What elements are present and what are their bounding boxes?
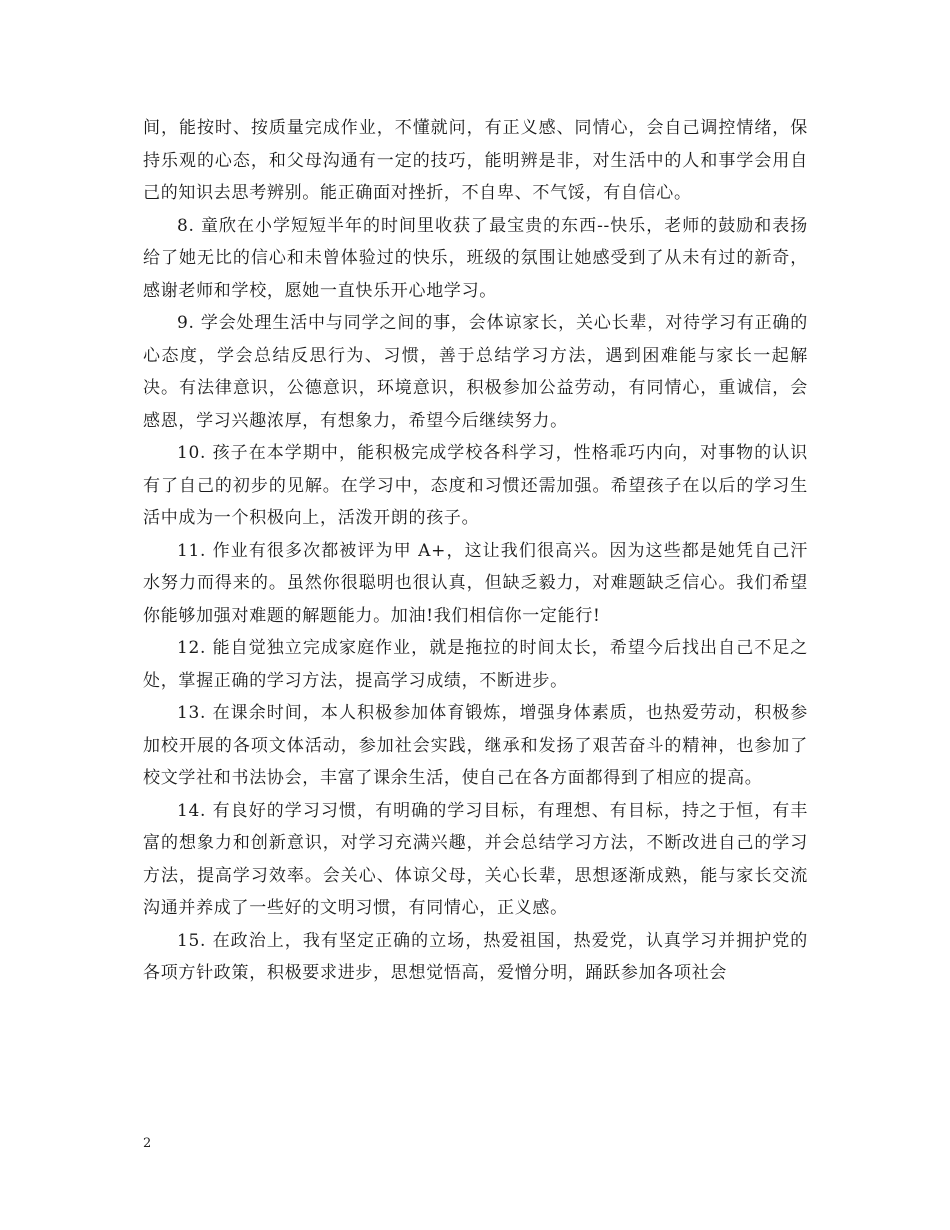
paragraph-item-15: 15. 在政治上，我有坚定正确的立场，热爱祖国，热爱党，认真学习并拥护党的各项方针政策，积极要求进步，思想觉悟高，爱憎分明，踊跃参加各项社会 bbox=[143, 930, 808, 983]
paragraph-item-8: 8. 童欣在小学短短半年的时间里收获了最宝贵的东西--快乐，老师的鼓励和表扬给了她无比的信心和未曾体验过的快乐，班级的氛围让她感受到了从未有过的新奇，感谢老师和学校，愿她一直快乐开心地学习。 bbox=[143, 215, 808, 301]
paragraph-item-13: 13. 在课余时间，本人积极参加体育锻炼，增强身体素质，也热爱劳动，积极参加校开展的各项文体活动，参加社会实践，继承和发扬了艰苦奋斗的精神，也参加了校文学社和书法协会，丰富了课余生活，使自己在各方面都得到了相应的提高。 bbox=[143, 703, 808, 788]
paragraph-item-9: 9. 学会处理生活中与同学之间的事，会体谅家长，关心长辈，对待学习有正确的心态度，学会总结反思行为、习惯，善于总结学习方法，遇到困难能与家长一起解决。有法律意识，公德意识，环境意识，积极参加公益劳动，有同情心，重诚信，会感恩，学习兴趣浓厚，有想象力，希望今后继续努力。 bbox=[143, 313, 808, 431]
page-number: 2 bbox=[143, 1136, 152, 1151]
paragraph-continuation: 间，能按时、按质量完成作业，不懂就问，有正义感、同情心，会自己调控情绪，保持乐观的心态，和父母沟通有一定的技巧，能明辨是非，对生活中的人和事学会用自己的知识去思考辨别。能正确面对挫折，不自卑、不气馁，有自信心。 bbox=[143, 118, 808, 203]
paragraph-item-11: 11. 作业有很多次都被评为甲 A+，这让我们很高兴。因为这些都是她凭自己汗水努力而得来的。虽然你很聪明也很认真，但缺乏毅力，对难题缺乏信心。我们希望你能够加强对难题的解题能力。加油!我们相信你一定能行! bbox=[143, 540, 808, 626]
paragraph-item-14: 14. 有良好的学习习惯，有明确的学习目标，有理想、有目标，持之于恒，有丰富的想象力和创新意识，对学习充满兴趣，并会总结学习方法，不断改进自己的学习方法，提高学习效率。会关心、体谅父母，关心长辈，思想逐渐成熟，能与家长交流沟通并养成了一些好的文明习惯，有同情心，正义感。 bbox=[143, 800, 808, 918]
document-body bbox=[143, 112, 808, 990]
paragraph-item-10: 10. 孩子在本学期中，能积极完成学校各科学习，性格乖巧内向，对事物的认识有了自己的初步的见解。在学习中，态度和习惯还需加强。希望孩子在以后的学习生活中成为一个积极向上，活泼开朗的孩子。 bbox=[143, 443, 808, 528]
paragraph-item-12: 12. 能自觉独立完成家庭作业，就是拖拉的时间太长，希望今后找出自己不足之处，掌握正确的学习方法，提高学习成绩，不断进步。 bbox=[143, 638, 808, 691]
